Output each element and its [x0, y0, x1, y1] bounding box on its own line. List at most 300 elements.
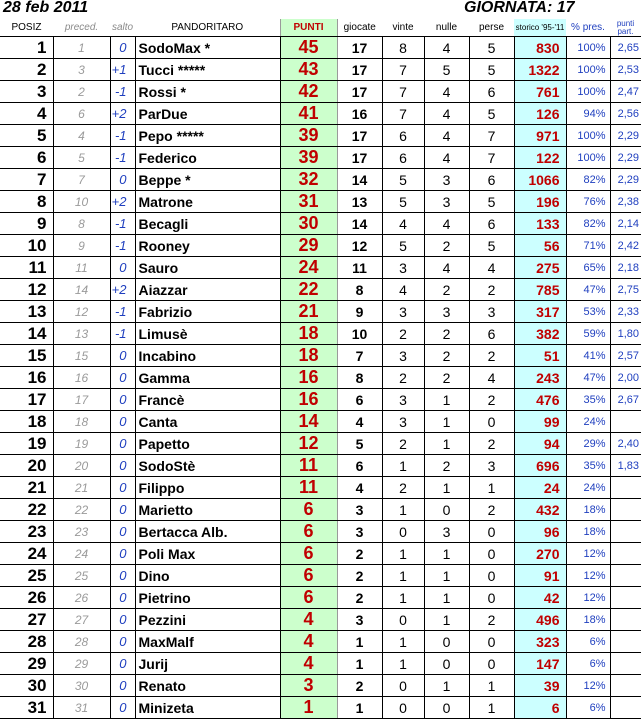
jump-cell: -1	[110, 81, 135, 103]
player-name-cell: Rossi *	[135, 81, 280, 103]
table-row	[0, 433, 641, 455]
won-cell: 6	[382, 125, 424, 147]
played-cell: 17	[337, 147, 382, 169]
points-cell: 4	[280, 609, 337, 631]
played-cell: 1	[337, 631, 382, 653]
jump-cell: -1	[110, 323, 135, 345]
table-row	[0, 301, 641, 323]
player-name-cell: Filippo	[135, 477, 280, 499]
previous-position-cell: 4	[53, 125, 110, 147]
lost-cell: 0	[469, 543, 514, 565]
jump-cell: 0	[110, 499, 135, 521]
points-per-game-cell	[610, 653, 641, 675]
points-per-game-cell: 1,80	[610, 323, 641, 345]
previous-position-cell: 2	[53, 81, 110, 103]
played-cell: 3	[337, 521, 382, 543]
position-cell: 28	[0, 631, 53, 653]
title-row	[0, 0, 641, 19]
position-cell: 4	[0, 103, 53, 125]
table-row	[0, 411, 641, 433]
points-cell: 45	[280, 37, 337, 59]
previous-position-cell: 22	[53, 499, 110, 521]
points-cell: 43	[280, 59, 337, 81]
won-cell: 2	[382, 477, 424, 499]
won-cell: 1	[382, 565, 424, 587]
played-cell: 14	[337, 213, 382, 235]
points-per-game-cell: 1,83	[610, 455, 641, 477]
position-cell: 19	[0, 433, 53, 455]
points-per-game-cell: 2,40	[610, 433, 641, 455]
col-header-vinte: vinte	[382, 19, 424, 37]
jump-cell: 0	[110, 367, 135, 389]
points-cell: 14	[280, 411, 337, 433]
position-cell: 13	[0, 301, 53, 323]
position-cell: 23	[0, 521, 53, 543]
player-name-cell: SodoStè	[135, 455, 280, 477]
lost-cell: 2	[469, 609, 514, 631]
historic-cell: 42	[514, 587, 566, 609]
jump-cell: 0	[110, 587, 135, 609]
draw-cell: 3	[424, 191, 469, 213]
draw-cell: 0	[424, 653, 469, 675]
position-cell: 15	[0, 345, 53, 367]
jump-cell: -1	[110, 213, 135, 235]
attendance-cell: 12%	[566, 543, 610, 565]
lost-cell: 7	[469, 147, 514, 169]
previous-position-cell: 16	[53, 367, 110, 389]
player-name-cell: Beppe *	[135, 169, 280, 191]
draw-cell: 2	[424, 279, 469, 301]
won-cell: 4	[382, 279, 424, 301]
won-cell: 1	[382, 499, 424, 521]
jump-cell: -1	[110, 235, 135, 257]
attendance-cell: 47%	[566, 367, 610, 389]
points-cell: 31	[280, 191, 337, 213]
lost-cell: 3	[469, 455, 514, 477]
played-cell: 6	[337, 455, 382, 477]
historic-cell: 6	[514, 697, 566, 719]
previous-position-cell: 25	[53, 565, 110, 587]
points-cell: 39	[280, 147, 337, 169]
points-per-game-cell	[610, 609, 641, 631]
lost-cell: 0	[469, 587, 514, 609]
attendance-cell: 12%	[566, 587, 610, 609]
player-name-cell: Aiazzar	[135, 279, 280, 301]
standings-table	[0, 19, 641, 719]
played-cell: 2	[337, 675, 382, 697]
historic-cell: 830	[514, 37, 566, 59]
previous-position-cell: 11	[53, 257, 110, 279]
lost-cell: 3	[469, 301, 514, 323]
position-cell: 7	[0, 169, 53, 191]
played-cell: 17	[337, 81, 382, 103]
points-per-game-cell: 2,29	[610, 169, 641, 191]
points-per-game-cell: 2,47	[610, 81, 641, 103]
attendance-cell: 71%	[566, 235, 610, 257]
player-name-cell: Renato	[135, 675, 280, 697]
table-row	[0, 81, 641, 103]
points-cell: 21	[280, 301, 337, 323]
points-cell: 30	[280, 213, 337, 235]
played-cell: 1	[337, 653, 382, 675]
historic-cell: 270	[514, 543, 566, 565]
points-cell: 29	[280, 235, 337, 257]
table-row	[0, 521, 641, 543]
points-cell: 6	[280, 565, 337, 587]
lost-cell: 2	[469, 345, 514, 367]
table-row	[0, 323, 641, 345]
won-cell: 3	[382, 257, 424, 279]
jump-cell: 0	[110, 565, 135, 587]
historic-cell: 133	[514, 213, 566, 235]
table-row	[0, 455, 641, 477]
played-cell: 3	[337, 499, 382, 521]
won-cell: 1	[382, 543, 424, 565]
position-cell: 3	[0, 81, 53, 103]
points-per-game-cell	[610, 675, 641, 697]
lost-cell: 6	[469, 323, 514, 345]
points-per-game-cell: 2,18	[610, 257, 641, 279]
points-per-game-cell	[610, 411, 641, 433]
player-name-cell: Pepo *****	[135, 125, 280, 147]
jump-cell: +1	[110, 59, 135, 81]
played-cell: 14	[337, 169, 382, 191]
col-header-nulle: nulle	[424, 19, 469, 37]
won-cell: 7	[382, 59, 424, 81]
jump-cell: +2	[110, 191, 135, 213]
historic-cell: 323	[514, 631, 566, 653]
played-cell: 16	[337, 103, 382, 125]
historic-cell: 1322	[514, 59, 566, 81]
jump-cell: 0	[110, 543, 135, 565]
previous-position-cell: 9	[53, 235, 110, 257]
position-cell: 5	[0, 125, 53, 147]
position-cell: 26	[0, 587, 53, 609]
historic-cell: 94	[514, 433, 566, 455]
draw-cell: 4	[424, 147, 469, 169]
previous-position-cell: 27	[53, 609, 110, 631]
lost-cell: 0	[469, 565, 514, 587]
table-row	[0, 697, 641, 719]
historic-cell: 432	[514, 499, 566, 521]
previous-position-cell: 3	[53, 59, 110, 81]
table-row	[0, 257, 641, 279]
points-cell: 4	[280, 631, 337, 653]
position-cell: 12	[0, 279, 53, 301]
giornata-title: GIORNATA: 17	[464, 0, 575, 16]
points-cell: 1	[280, 697, 337, 719]
previous-position-cell: 24	[53, 543, 110, 565]
lost-cell: 2	[469, 499, 514, 521]
col-header-preced: preced.	[53, 19, 110, 37]
points-per-game-cell: 2,75	[610, 279, 641, 301]
points-cell: 16	[280, 367, 337, 389]
draw-cell: 1	[424, 389, 469, 411]
previous-position-cell: 15	[53, 345, 110, 367]
points-cell: 39	[280, 125, 337, 147]
points-per-game-cell	[610, 697, 641, 719]
lost-cell: 5	[469, 191, 514, 213]
header-row	[0, 19, 641, 37]
historic-cell: 243	[514, 367, 566, 389]
historic-cell: 761	[514, 81, 566, 103]
table-row	[0, 169, 641, 191]
won-cell: 1	[382, 587, 424, 609]
draw-cell: 3	[424, 521, 469, 543]
played-cell: 8	[337, 279, 382, 301]
table-row	[0, 675, 641, 697]
position-cell: 8	[0, 191, 53, 213]
position-cell: 9	[0, 213, 53, 235]
draw-cell: 0	[424, 697, 469, 719]
draw-cell: 1	[424, 609, 469, 631]
jump-cell: -1	[110, 125, 135, 147]
previous-position-cell: 28	[53, 631, 110, 653]
historic-cell: 971	[514, 125, 566, 147]
played-cell: 9	[337, 301, 382, 323]
points-per-game-cell: 2,42	[610, 235, 641, 257]
player-name-cell: Limusè	[135, 323, 280, 345]
points-per-game-cell	[610, 521, 641, 543]
lost-cell: 5	[469, 59, 514, 81]
attendance-cell: 53%	[566, 301, 610, 323]
played-cell: 17	[337, 125, 382, 147]
historic-cell: 96	[514, 521, 566, 543]
attendance-cell: 100%	[566, 59, 610, 81]
won-cell: 6	[382, 147, 424, 169]
previous-position-cell: 5	[53, 147, 110, 169]
table-row	[0, 37, 641, 59]
attendance-cell: 59%	[566, 323, 610, 345]
table-row	[0, 543, 641, 565]
attendance-cell: 47%	[566, 279, 610, 301]
previous-position-cell: 20	[53, 455, 110, 477]
points-cell: 3	[280, 675, 337, 697]
lost-cell: 5	[469, 37, 514, 59]
draw-cell: 4	[424, 103, 469, 125]
points-per-game-cell: 2,00	[610, 367, 641, 389]
attendance-cell: 6%	[566, 631, 610, 653]
date-title: 28 feb 2011	[3, 0, 89, 16]
previous-position-cell: 7	[53, 169, 110, 191]
points-per-game-cell: 2,53	[610, 59, 641, 81]
points-per-game-cell: 2,14	[610, 213, 641, 235]
points-per-game-cell	[610, 499, 641, 521]
draw-cell: 4	[424, 81, 469, 103]
points-per-game-cell: 2,33	[610, 301, 641, 323]
table-row	[0, 367, 641, 389]
historic-cell: 91	[514, 565, 566, 587]
jump-cell: 0	[110, 389, 135, 411]
attendance-cell: 65%	[566, 257, 610, 279]
points-per-game-cell: 2,38	[610, 191, 641, 213]
col-header-perse: perse	[469, 19, 514, 37]
historic-cell: 785	[514, 279, 566, 301]
played-cell: 3	[337, 609, 382, 631]
player-name-cell: Fabrizio	[135, 301, 280, 323]
historic-cell: 99	[514, 411, 566, 433]
played-cell: 17	[337, 37, 382, 59]
position-cell: 21	[0, 477, 53, 499]
position-cell: 30	[0, 675, 53, 697]
won-cell: 1	[382, 653, 424, 675]
points-cell: 18	[280, 323, 337, 345]
played-cell: 12	[337, 235, 382, 257]
jump-cell: 0	[110, 345, 135, 367]
won-cell: 3	[382, 345, 424, 367]
lost-cell: 1	[469, 675, 514, 697]
won-cell: 0	[382, 697, 424, 719]
player-name-cell: Marietto	[135, 499, 280, 521]
previous-position-cell: 23	[53, 521, 110, 543]
position-cell: 24	[0, 543, 53, 565]
points-per-game-cell: 2,67	[610, 389, 641, 411]
points-cell: 12	[280, 433, 337, 455]
won-cell: 2	[382, 367, 424, 389]
lost-cell: 7	[469, 125, 514, 147]
previous-position-cell: 12	[53, 301, 110, 323]
player-name-cell: Incabino	[135, 345, 280, 367]
col-header-punti-part: punti part.	[610, 19, 641, 37]
previous-position-cell: 1	[53, 37, 110, 59]
lost-cell: 1	[469, 477, 514, 499]
jump-cell: 0	[110, 257, 135, 279]
player-name-cell: Becagli	[135, 213, 280, 235]
historic-cell: 51	[514, 345, 566, 367]
historic-cell: 39	[514, 675, 566, 697]
points-per-game-cell: 2,56	[610, 103, 641, 125]
historic-cell: 147	[514, 653, 566, 675]
points-cell: 6	[280, 499, 337, 521]
jump-cell: -1	[110, 301, 135, 323]
points-per-game-cell: 2,29	[610, 147, 641, 169]
jump-cell: 0	[110, 697, 135, 719]
draw-cell: 1	[424, 477, 469, 499]
position-cell: 11	[0, 257, 53, 279]
table-row	[0, 59, 641, 81]
col-header-giocate: giocate	[337, 19, 382, 37]
lost-cell: 0	[469, 521, 514, 543]
table-row	[0, 213, 641, 235]
points-cell: 4	[280, 653, 337, 675]
jump-cell: -1	[110, 147, 135, 169]
table-row	[0, 103, 641, 125]
played-cell: 5	[337, 433, 382, 455]
jump-cell: 0	[110, 433, 135, 455]
col-header-punti: PUNTI	[280, 19, 337, 37]
won-cell: 3	[382, 411, 424, 433]
points-cell: 6	[280, 587, 337, 609]
played-cell: 2	[337, 543, 382, 565]
col-header-storico: storico '95-'11	[514, 19, 566, 37]
player-name-cell: Sauro	[135, 257, 280, 279]
played-cell: 1	[337, 697, 382, 719]
lost-cell: 2	[469, 389, 514, 411]
jump-cell: 0	[110, 609, 135, 631]
won-cell: 0	[382, 521, 424, 543]
draw-cell: 5	[424, 59, 469, 81]
attendance-cell: 94%	[566, 103, 610, 125]
jump-cell: 0	[110, 631, 135, 653]
points-per-game-cell	[610, 631, 641, 653]
points-cell: 11	[280, 477, 337, 499]
jump-cell: 0	[110, 37, 135, 59]
player-name-cell: MaxMalf	[135, 631, 280, 653]
won-cell: 3	[382, 389, 424, 411]
attendance-cell: 100%	[566, 147, 610, 169]
draw-cell: 1	[424, 587, 469, 609]
points-per-game-cell	[610, 587, 641, 609]
attendance-cell: 100%	[566, 37, 610, 59]
jump-cell: +2	[110, 103, 135, 125]
draw-cell: 4	[424, 257, 469, 279]
played-cell: 11	[337, 257, 382, 279]
lost-cell: 6	[469, 81, 514, 103]
historic-cell: 126	[514, 103, 566, 125]
won-cell: 0	[382, 675, 424, 697]
historic-cell: 196	[514, 191, 566, 213]
player-name-cell: Minizeta	[135, 697, 280, 719]
table-row	[0, 477, 641, 499]
lost-cell: 0	[469, 411, 514, 433]
player-name-cell: SodoMax *	[135, 37, 280, 59]
lost-cell: 6	[469, 213, 514, 235]
played-cell: 4	[337, 477, 382, 499]
won-cell: 7	[382, 81, 424, 103]
points-per-game-cell: 2,65	[610, 37, 641, 59]
draw-cell: 2	[424, 455, 469, 477]
lost-cell: 2	[469, 433, 514, 455]
position-cell: 22	[0, 499, 53, 521]
lost-cell: 0	[469, 653, 514, 675]
table-row	[0, 147, 641, 169]
won-cell: 1	[382, 455, 424, 477]
attendance-cell: 12%	[566, 565, 610, 587]
played-cell: 8	[337, 367, 382, 389]
previous-position-cell: 31	[53, 697, 110, 719]
historic-cell: 275	[514, 257, 566, 279]
points-cell: 42	[280, 81, 337, 103]
lost-cell: 1	[469, 697, 514, 719]
player-name-cell: ParDue	[135, 103, 280, 125]
historic-cell: 476	[514, 389, 566, 411]
position-cell: 16	[0, 367, 53, 389]
points-cell: 18	[280, 345, 337, 367]
previous-position-cell: 10	[53, 191, 110, 213]
draw-cell: 2	[424, 345, 469, 367]
position-cell: 31	[0, 697, 53, 719]
attendance-cell: 100%	[566, 81, 610, 103]
previous-position-cell: 18	[53, 411, 110, 433]
previous-position-cell: 21	[53, 477, 110, 499]
points-cell: 24	[280, 257, 337, 279]
jump-cell: 0	[110, 521, 135, 543]
draw-cell: 2	[424, 235, 469, 257]
position-cell: 20	[0, 455, 53, 477]
previous-position-cell: 14	[53, 279, 110, 301]
draw-cell: 4	[424, 37, 469, 59]
lost-cell: 5	[469, 235, 514, 257]
draw-cell: 1	[424, 543, 469, 565]
historic-cell: 496	[514, 609, 566, 631]
jump-cell: 0	[110, 411, 135, 433]
won-cell: 3	[382, 301, 424, 323]
player-name-cell: Dino	[135, 565, 280, 587]
player-name-cell: Jurij	[135, 653, 280, 675]
historic-cell: 1066	[514, 169, 566, 191]
player-name-cell: Pietrino	[135, 587, 280, 609]
position-cell: 6	[0, 147, 53, 169]
